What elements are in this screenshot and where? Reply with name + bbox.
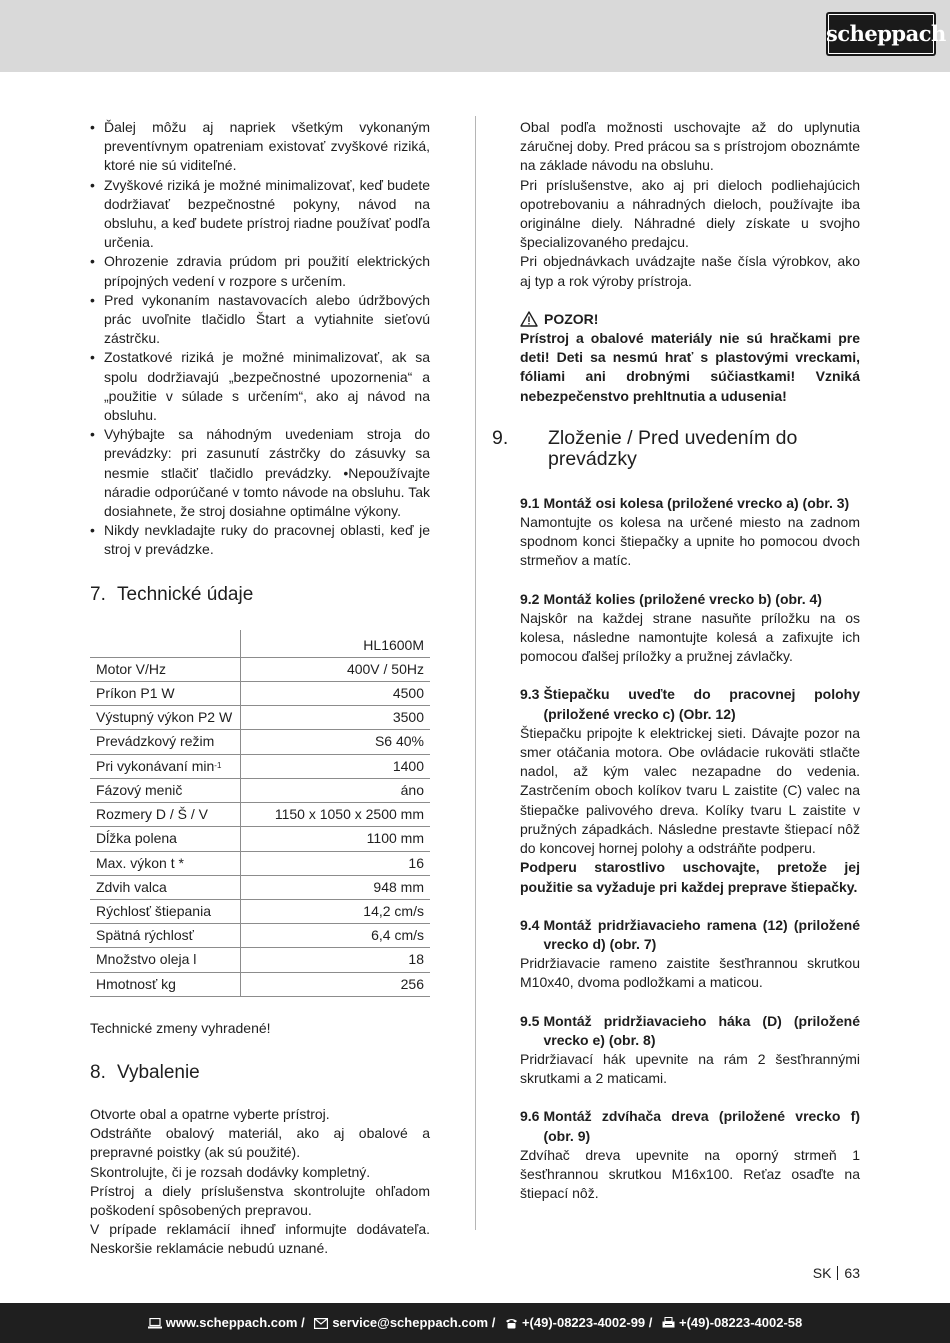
spec-label-text: Pri vykonávaní min [96,757,215,774]
column-divider [475,116,476,1230]
spec-label-text: Fázový menič [96,781,183,798]
spec-label-text: Príkon P1 W [96,685,175,702]
table-header-row [90,630,430,658]
subsection-title: Štiepačku uveďte do pracovnej polohy (priložené vrecko c) (Obr. 12) [543,686,860,722]
spec-value: 1400 [241,754,431,778]
right-column [492,118,860,1203]
technical-changes-note: Technické zmeny vyhradené! [90,1019,271,1036]
subsection-title: Montáž pridržiavacieho ramena (12) (priložené vrecko d) (obr. 7) [543,916,860,952]
subsection-bold-note: Podperu starostlivo uschovajte, pretože jej použitie sa vyžaduje pri každej preprave štiepačky. [520,859,860,895]
spec-value: 948 mm [241,875,431,899]
table-row [90,730,430,754]
email-icon [314,1318,328,1329]
subsection-heading [520,590,860,609]
spec-value: 1100 mm [241,827,431,851]
table-row [90,924,430,948]
subsection-9-4 [520,916,860,993]
warning-heading: POZOR! [520,310,860,329]
spec-label-text: Motor V/Hz [96,660,167,677]
footer-email[interactable]: service@scheppach.com / [314,1303,495,1343]
spec-label-superscript: -1 [214,760,222,770]
subsection-text: Namontujte os kolesa na určené miesto na zadnom spodnom konci štiepačky a upnite ho pomocou dvoch strmeňov a matíc. [520,514,860,569]
risk-bullet-list [90,118,430,560]
table-row [90,706,430,730]
spec-label [90,875,241,899]
header-bar [0,0,950,72]
spec-value: 6,4 cm/s [241,924,431,948]
footer-web[interactable]: www.scheppach.com / [148,1303,305,1343]
warning-text: Prístroj a obalové materiály nie sú hračkami pre deti! Deti sa nesmú hrať s plastovými vreckami, fóliami ani drobnými súčiastkami! Vzniká nebezpečenstvo prehltnutia a udusenia! [520,330,860,404]
spec-value: 4500 [241,682,431,706]
spec-value: 14,2 cm/s [241,899,431,923]
spec-label [90,972,241,996]
spec-label-text: Rozmery D / Š / V [96,806,209,823]
section-8-heading: 8. Vybalenie [90,1061,200,1083]
spec-label [90,730,241,754]
subsection-number: 9.2 [520,590,540,607]
risk-bullet-item: • Zvyškové riziká je možné minimalizovať, keď budete dodržiavať bezpečnostné pokyny, návod na obsluhu, a keď budete prístroj riadne používať podľa určenia. [90,176,430,253]
risk-bullet-item: • Zostatkové riziká je možné minimalizovať, ak sa spolu dodržiavajú „bezpečnostné upozornenia“ a „použitie v súlade s určením“, ako aj návod na obsluhu. [90,348,430,425]
subsection-title: Montáž pridržiavacieho háka (D) (priložené vrecko e) (obr. 8) [543,1012,860,1048]
spec-value: 256 [241,972,431,996]
technical-data-table [90,630,430,997]
spec-label-text: Množstvo oleja l [96,951,197,968]
warning-triangle-icon [520,311,538,327]
subsection-text: Najskôr na každej strane nasuňte príložku na os kolesa, následne namontujte kolesá a zafixujte ich pomocou ďalšej príložky a pružnej závlačky. [520,609,860,665]
table-row [90,754,430,778]
phone-icon [505,1318,518,1329]
spec-label [90,851,241,875]
spec-label [90,754,241,778]
spec-label-text: Spätná rýchlosť [96,927,194,944]
table-row [90,851,430,875]
spec-value: 18 [241,948,431,972]
subsection-number: 9.3 [520,686,540,703]
table-row [90,875,430,899]
subsection-text: Zdvíhač dreva upevnite na oporný strmeň 1 šesťhrannou skrutkou M16x100. Reťaz osaďte na štiepací nôž. [520,1146,860,1202]
subsection-9-1 [520,494,860,571]
table-row [90,827,430,851]
spec-label [90,803,241,827]
fax-icon [662,1317,675,1329]
computer-icon [148,1318,162,1329]
risk-bullet-item: • Pred vykonaním nastavovacích alebo údržbových prác uvoľnite tlačidlo Štart a vytiahnite sieťovú zástrčku. [90,291,430,349]
spec-label [90,827,241,851]
subsection-number: 9.5 [520,1012,540,1029]
spec-value: S6 40% [241,730,431,754]
spec-value: 400V / 50Hz [241,657,431,681]
spec-label-text: Hmotnosť kg [96,975,176,992]
subsection-heading [520,916,860,954]
subsection-heading [520,494,860,513]
subsection-9-2 [520,590,860,667]
spec-value: 16 [241,851,431,875]
risk-bullet-item: • Ďalej môžu aj napriek všetkým vykonaným preventívnym opatreniam existovať zvyškové riziká, ktoré nie sú viditeľné. [90,118,430,176]
risk-bullet-item: • Nikdy nevkladajte ruky do pracovnej oblasti, keď je stroj v prevádzke. [90,521,430,559]
spec-label-text: Výstupný výkon P2 W [96,709,233,726]
subsection-text: Pridržiavacie rameno zaistite šesťhrannou skrutkou M10x40, dvoma podložkami a maticou. [520,955,860,991]
spec-label-text: Prevádzkový režim [96,733,215,750]
packaging-intro-text: Obal podľa možnosti uschovajte až do uplynutia záručnej doby. Pred prácou sa s prístrojom oboznámte na základe návodu na obsluhu. Pri príslušenstve, ako aj pri dieloch podliehajúcich opotrebovaniu a náhradných dieloch, používajte iba originálne diely. Náhradné diely získate u svojho špecializovaného predajcu. Pri objednávkach uvádzajte naše čísla výrobkov, ako aj typ a rok výroby prístroja. [520,119,860,289]
spec-label-text: Dĺžka polena [96,830,177,847]
table-row [90,778,430,802]
spec-value: áno [241,778,431,802]
subsection-title: Montáž kolies (priložené vrecko b) (obr. 4) [543,590,822,607]
spec-label-text: Rýchlosť štiepania [96,902,211,919]
subsection-number: 9.6 [520,1108,540,1125]
spec-label [90,778,241,802]
footer-phone[interactable]: +(49)-08223-4002-99 / [505,1303,652,1343]
table-row [90,803,430,827]
risk-bullet-item: • Vyhýbajte sa náhodným uvedeniam stroja do prevádzky: pri zasunutí zástrčky do zásuvky sa nesmie stlačiť tlačidlo prevádzky. •Nepoužívajte náradie odporúčané v tomto návode na obsluhu. Tak dosiahnete, že stroj dosiahne optimálne výkony. [90,425,430,521]
table-row [90,682,430,706]
spec-label [90,657,241,681]
spec-value: 3500 [241,706,431,730]
subsection-title: Montáž zdvíhača dreva (priložené vrecko f) (obr. 9) [543,1108,860,1144]
spec-label-text: Zdvih valca [96,878,167,895]
subsection-text: Pridržiavací hák upevnite na rám 2 šesťhrannými skrutkami a 2 maticami. [520,1050,860,1087]
section-7-heading: 7. Technické údaje [90,583,254,605]
subsection-9-3 [520,685,860,896]
table-row [90,899,430,923]
spec-label [90,924,241,948]
spec-value: 1150 x 1050 x 2500 mm [241,803,431,827]
subsection-title: Montáž osi kolesa (priložené vrecko a) (obr. 3) [543,494,850,511]
spec-label [90,948,241,972]
table-row [90,972,430,996]
scheppach-logo: scheppach [826,12,936,56]
table-row [90,657,430,681]
spec-label [90,682,241,706]
left-column [90,118,430,1259]
section-9-heading: 9. Zloženie / Pred uvedením do prevádzky [492,426,798,470]
subsection-number: 9.1 [520,494,540,511]
subsection-heading [520,1012,860,1050]
subsection-heading [520,1107,860,1145]
spec-label [90,899,241,923]
page-number: SK 63 [812,1265,860,1281]
risk-bullet-item: • Ohrozenie zdravia prúdom pri použití elektrických prípojných vedení v rozpore s určením. [90,252,430,290]
subsection-heading [520,685,860,723]
model-label: HL1600M [241,630,431,658]
unpacking-text: Otvorte obal a opatrne vyberte prístroj. Odstráňte obalový materiál, ako aj obalové a prepravné poistky (ak sú použité). Skontrolujte, či je rozsah dodávky kompletný. Prístroj a diely príslušenstva skontrolujte ohľadom poškodení spôsobených prepravou. V prípade reklamácií ihneď informujte dodávateľa. Neskoršie reklamácie nebudú uznané. [90,1105,430,1257]
spec-label-text: Max. výkon t * [96,854,184,871]
subsection-text: Štiepačku pripojte k elektrickej sieti. Dávajte pozor na smer otáčania motora. Obe ovládacie rukoväti stlačte nadol, až kým valec nezapadne do vedenia. Zastrčením oboch kolíkov tvaru L zaistite (C) valec na štiepačke palivového dreva. Kolíky tvaru L zaistite v pružných západkách. Následne prestavte štiepací nôž do koncovej hornej polohy a odstráňte podperu. [520,724,860,857]
table-row [90,948,430,972]
subsection-9-6 [520,1107,860,1203]
subsection-9-5 [520,1012,860,1089]
subsection-number: 9.4 [520,916,540,933]
section-9-subsections [520,494,860,1204]
footer-bar [0,1303,950,1343]
footer-fax[interactable]: +(49)-08223-4002-58 [662,1303,802,1343]
spec-label [90,706,241,730]
